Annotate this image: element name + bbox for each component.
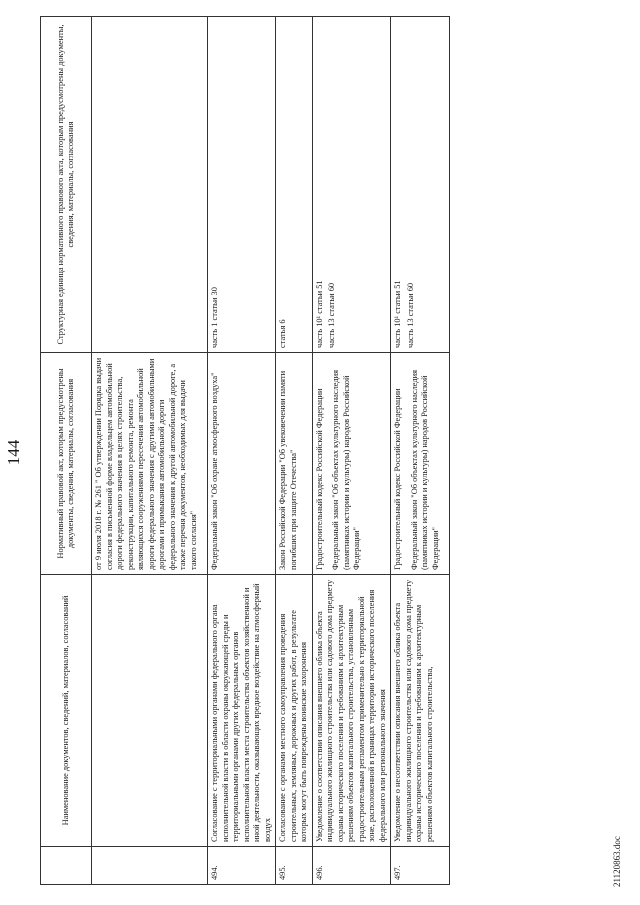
row-legal-act — [276, 353, 313, 575]
row-legal-act — [92, 353, 208, 575]
row-number — [92, 847, 208, 885]
header-act: Нормативный правовой акт, которым предусмотрены документы, сведения, материалы, согласования — [41, 353, 92, 575]
legal-act-text: Федеральный закон "Об объектах культурного наследия (памятниках истории и культуры) народов Российской Федерации" — [409, 370, 440, 570]
row-legal-act — [312, 353, 391, 575]
table-row — [208, 17, 276, 885]
row-document-name: Уведомление о соответствии описания внешнего облика объекта индивидуального жилищного строительства или садового дома предмету охраны исторического поселения и требованиям к архитектурным решениям объектов капитального строительства, установленным градостроительным регламентом применительно к территориальной зоне, расположенной в границах территории исторического поселения федерального или регионального значения — [312, 575, 391, 847]
table-row — [312, 17, 391, 885]
row-structural-unit — [276, 17, 313, 353]
structural-unit-text: часть 13 статьи 60 — [405, 282, 415, 348]
row-legal-act — [208, 353, 276, 575]
row-structural-unit — [208, 17, 276, 353]
row-number: 495. — [276, 847, 313, 885]
legal-act-text: от 9 июля 2018 г. № 261 " Об утверждении Порядка выдачи согласия в письменной форме владельцем автомобильной дороги федерального значения в целях строительства, реконструкции, капитального ремонта, ремонта являющихся сооружениями пересечения автомобильной дороги федерального значения с другими автомобильными дорогами и примыкания автомобильной дороги федерального значения к другой автомобильной дороге, а также перечня документов, необходимых для выдачи такого согласия" — [94, 357, 198, 570]
legal-act-text: Градостроительный кодекс Российской Федерации — [393, 388, 402, 570]
header-unit: Структурная единица нормативного правового акта, которым предусмотрены документы, сведения, материалы, согласования — [41, 17, 92, 353]
row-structural-unit — [92, 17, 208, 353]
structural-unit-text: часть 10¹ статьи 51 — [314, 280, 324, 348]
row-structural-unit — [391, 17, 450, 353]
structural-unit-text: часть 10¹ статьи 51 — [393, 280, 402, 348]
table-header-row — [41, 17, 92, 885]
row-number: 496. — [312, 847, 391, 885]
page-number: 144 — [4, 439, 23, 466]
structural-unit-text: часть 1 статьи 30 — [210, 287, 219, 348]
row-legal-act — [391, 353, 450, 575]
table-row — [391, 17, 450, 885]
row-document-name: Уведомление о несоответствии описания внешнего облика объекта индивидуального жилищного строительства или садового дома предмету охраны исторического поселения и требованиям к архитектурным решениям объектов капитального строительства, — [391, 575, 450, 847]
row-number: 497. — [391, 847, 450, 885]
legal-act-text: Градостроительный кодекс Российской Федерации — [314, 388, 324, 570]
table-row — [276, 17, 313, 885]
structural-unit-text: часть 13 статьи 60 — [327, 282, 336, 348]
header-number — [41, 847, 92, 885]
table-body — [92, 17, 450, 885]
row-document-name: Согласование с территориальными органами федерального органа исполнительной власти в области охраны окружающей среды и территориальными органами других федеральных органов исполнительной власти места строительства объектов хозяйственной и иной деятельности, оказывающих вредное воздействие на атмосферный воздух — [208, 575, 276, 847]
table-row — [92, 17, 208, 885]
row-number: 494. — [208, 847, 276, 885]
legal-act-text: Федеральный закон "Об объектах культурного наследия (памятниках истории и культуры) народов Российской Федерации" — [331, 370, 361, 570]
document-code: 21120863.doc — [612, 836, 622, 887]
row-document-name — [92, 575, 208, 847]
documents-table — [40, 16, 450, 885]
header-name: Наименование документов, сведений, материалов, согласований — [41, 575, 92, 847]
row-document-name: Согласование с органами местного самоуправления проведения строительных, земляных, дорожных и других работ, в результате которых могут быть повреждены воинские захоронения — [276, 575, 313, 847]
legal-act-text: Закон Российской Федерации "Об увековечении памяти погибших при защите Отечества" — [278, 370, 298, 570]
row-structural-unit — [312, 17, 391, 353]
structural-unit-text: статья 6 — [278, 319, 287, 348]
legal-act-text: Федеральный закон "Об охране атмосферного воздуха" — [210, 372, 219, 570]
